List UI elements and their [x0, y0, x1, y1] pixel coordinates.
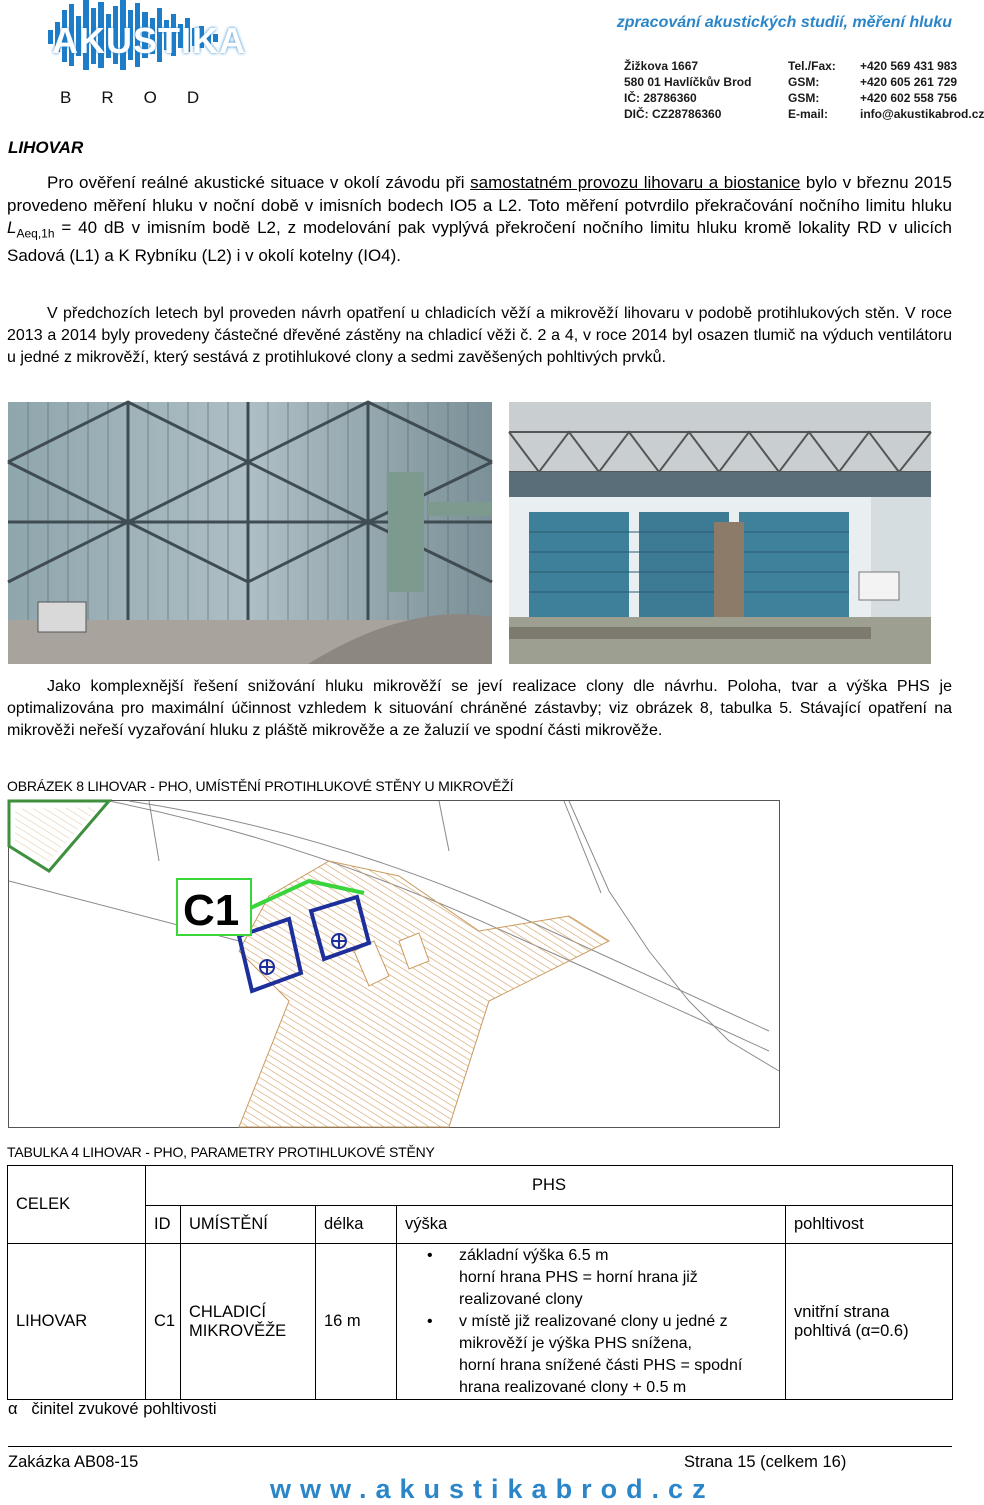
logo-wordmark: AKUSTIKA — [52, 20, 246, 61]
barrier-parameters-table — [7, 1165, 953, 1400]
header-vyska: výška — [397, 1206, 786, 1244]
contact-row — [788, 74, 984, 90]
address-line: Žižkova 1667 — [624, 59, 699, 73]
footer-order-number: Zakázka AB08-15 — [8, 1453, 139, 1471]
email-link[interactable]: info@akustikabrod.cz — [860, 107, 984, 121]
footer-divider — [8, 1446, 952, 1447]
header-celek: CELEK — [8, 1166, 146, 1244]
figure-caption: OBRÁZEK 8 LIHOVAR - PHO, UMÍSTĚNÍ PROTIHLUKOVÉ STĚNY U MIKROVĚŽÍ — [7, 778, 514, 794]
contact-value: +420 605 261 729 — [860, 75, 958, 89]
contact-row — [788, 106, 984, 122]
paragraph-intro: Pro ověření reálné akustické situace v okolí závodu při samostatném provozu lihovaru a biostanice bylo v březnu 2015 provedeno měření hluku v noční době v imisních bodech IO5 a L2. Toto měření potvrdilo překračování nočního limitu hluku $L_{Aeq,1h} = 40$ dB v imisním bodě L2, z modelování pak vyplývá překročení nočního limitu hluku kromě lokality RD v ulicích Sadová (L1) a K Rybníku (L2) i v okolí kotelny (IO4). — [7, 173, 952, 265]
symbol-subscript: Aeq,1h — [16, 226, 55, 241]
contact-label: E-mail: — [788, 107, 829, 121]
header-id: ID — [146, 1206, 181, 1244]
paragraph-solution: Jako komplexnější řešení snižování hluku mikrověží se jeví realizace clony dle návrhu. Poloha, tvar a výška PHS je optimalizována pro maximální účinnost vzhledem k situování chráněné zástavby; viz obrázek 8, tabulka 5. Stávající opatření na mikrověži neřeší vyzařování hluku z pláště mikrověže a ze žaluzií ve spodní části mikrověže. — [7, 678, 952, 739]
site-plan-figure — [8, 800, 780, 1128]
legend-text: činitel zvukové pohltivosti — [31, 1400, 217, 1418]
contact-row — [788, 90, 984, 106]
contact-label: GSM: — [788, 75, 820, 89]
cell-umisteni: CHLADICÍ MIKROVĚŽE — [181, 1244, 316, 1400]
header-pohltivost: pohltivost — [786, 1206, 953, 1244]
tagline: zpracování akustických studií, měření hluku — [616, 14, 952, 31]
photo-micro-towers — [509, 402, 931, 664]
company-address — [624, 58, 751, 122]
address-line: DIČ: CZ28786360 — [624, 107, 722, 121]
contact-value: +420 569 431 983 — [860, 59, 958, 73]
header-delka: délka — [316, 1206, 397, 1244]
contact-label: GSM: — [788, 91, 820, 105]
table-legend — [8, 1400, 217, 1419]
contact-row — [788, 58, 984, 74]
underlined-phrase: samostatném provozu lihovaru a biostanice — [470, 173, 801, 192]
header-umisteni: UMÍSTĚNÍ — [181, 1206, 316, 1244]
cell-celek: LIHOVAR — [8, 1244, 146, 1400]
alpha-symbol: α — [8, 1400, 18, 1418]
photo-cooling-tower — [8, 402, 492, 664]
cell-vyska — [397, 1244, 786, 1400]
paragraph-previous-measures: V předchozích letech byl proveden návrh opatření u chladicích věží a mikrověží lihovaru v podobě protihlukových stěn. V roce 2013 a 2014 byly provedeny částečné dřevěné zástěny na chladicí věži č. 2 a 4, v roce 2014 byl osazen tlumič na výduch ventilátoru u jedné z mikrověží, který sestává z protihlukové clony a sedmi zavěšených pohltivých prvků. — [7, 305, 952, 366]
symbol-L: L — [7, 218, 17, 237]
address-line: IČ: 28786360 — [624, 91, 697, 105]
cell-pohltivost: vnitřní strana pohltivá (α=0.6) — [786, 1244, 953, 1400]
cell-delka: 16 m — [316, 1244, 397, 1400]
cell-id: C1 — [146, 1244, 181, 1400]
header-phs: PHS — [146, 1166, 953, 1206]
address-line: 580 01 Havlíčkův Brod — [624, 75, 752, 89]
height-bullet: • základní výška 6.5 m horní hrana PHS = horní hrana již realizované clony — [459, 1245, 777, 1311]
height-bullet: • v místě již realizované clony u jedné z mikrověží je výška PHS snížena, horní hrana snížené části PHS = spodní hrana realizované clony + 0.5 m — [459, 1311, 777, 1399]
contact-value: +420 602 558 756 — [860, 91, 958, 105]
company-contacts — [788, 58, 984, 122]
footer-website-link[interactable]: www.akustikabrod.cz — [270, 1474, 715, 1504]
contact-label: Tel./Fax: — [788, 59, 836, 73]
footer-page-number: Strana 15 (celkem 16) — [684, 1453, 847, 1471]
table-caption: TABULKA 4 LIHOVAR - PHO, PARAMETRY PROTIHLUKOVÉ STĚNY — [7, 1144, 435, 1160]
logo-subtitle: BROD — [60, 88, 230, 107]
section-title: LIHOVAR — [8, 138, 84, 157]
company-logo — [8, 0, 260, 112]
barrier-label-c1: C1 — [183, 886, 240, 935]
